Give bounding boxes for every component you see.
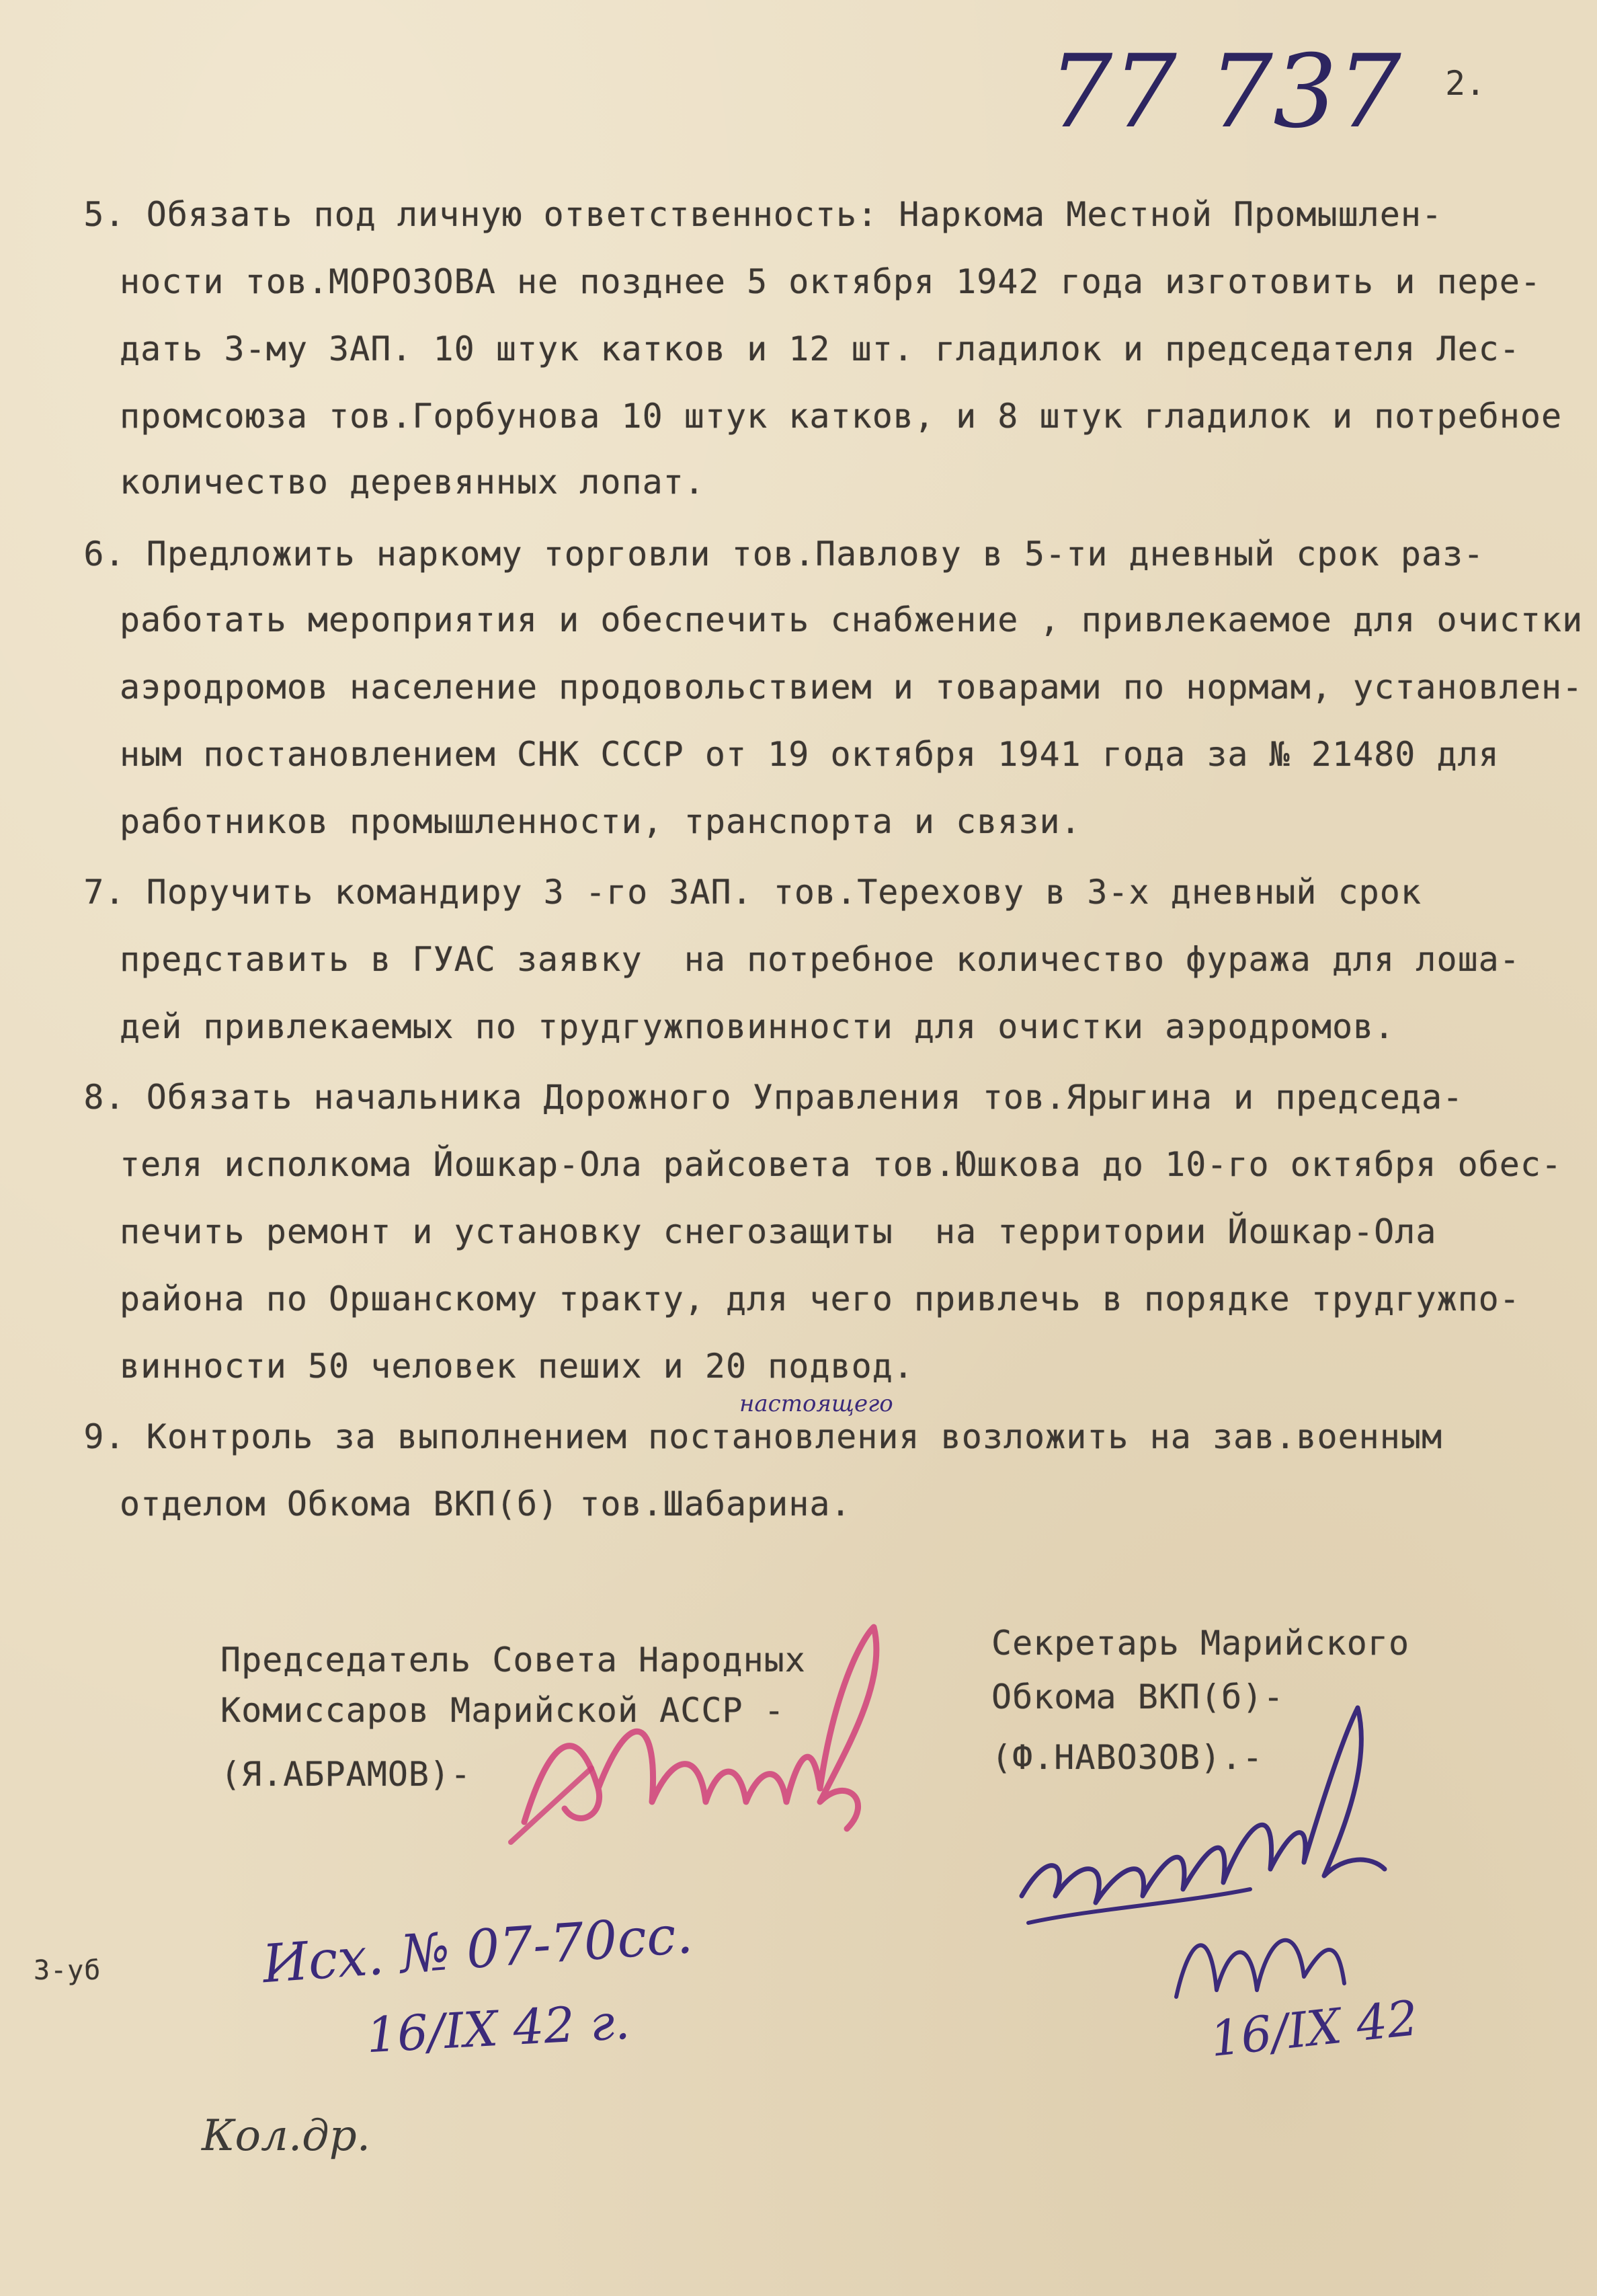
document-code: 3-уб xyxy=(34,1955,101,1986)
signatory-title: Председатель Совета Народных xyxy=(220,1640,806,1679)
text-line: представить в ГУАС заявку на потребное количество фуража для лоша- xyxy=(120,940,1520,979)
text-line: 7. Поручить командиру 3 -го ЗАП. тов.Терехову в 3-х дневный срок xyxy=(0,873,1422,912)
text-line: ным постановлением СНК СССР от 19 октября 1941 года за № 21480 для xyxy=(120,735,1500,774)
signatory-title: Обкома ВКП(б)- xyxy=(991,1677,1284,1716)
text-line: 6. Предложить наркому торговли тов.Павлову в 5-ти дневный срок раз- xyxy=(0,535,1485,573)
handwritten-note: Кол.др. xyxy=(202,2111,371,2161)
signatory-name: (Я.АБРАМОВ)- xyxy=(220,1755,472,1794)
text-line: теля исполкома Йошкар-Ола райсовета тов.Юшкова до 10-го октября обес- xyxy=(120,1145,1563,1184)
archive-number: 77 737 xyxy=(1049,34,1401,151)
text-line: района по Оршанскому тракту, для чего привлечь в порядке трудгужпо- xyxy=(120,1279,1520,1318)
page-number: 2. xyxy=(1445,64,1486,103)
text-line: количество деревянных лопат. xyxy=(120,463,705,502)
signatory-name: (Ф.НАВОЗОВ).- xyxy=(991,1738,1264,1777)
text-line: аэродромов население продовольствием и товарами по нормам, установлен- xyxy=(120,668,1584,707)
text-line: отделом Обкома ВКП(б) тов.Шабарина. xyxy=(120,1485,852,1523)
text-line: ности тов.МОРОЗОВА не позднее 5 октября 1942 года изготовить и пере- xyxy=(120,262,1541,301)
text-line: дать 3-му ЗАП. 10 штук катков и 12 шт. гладилок и председателя Лес- xyxy=(120,329,1520,368)
text-line: промсоюза тов.Горбунова 10 штук катков, и 8 штук гладилок и потребное xyxy=(120,397,1563,436)
outgoing-date: 16/IX 42 г. xyxy=(365,1993,632,2064)
handwritten-insertion: настоящего xyxy=(739,1390,893,1417)
text-line: 5. Обязать под личную ответственность: Наркома Местной Промышлен- xyxy=(0,195,1443,234)
signature-date: 16/IX 42 xyxy=(1207,1989,1421,2067)
outgoing-number: Исх. № 07-70сс. xyxy=(260,1904,695,1995)
text-line: 9. Контроль за выполнением постановления возложить на зав.военным xyxy=(0,1417,1443,1456)
red-signature xyxy=(497,1600,928,1883)
text-line: 8. Обязать начальника Дорожного Управления тов.Ярыгина и председа- xyxy=(0,1078,1464,1117)
text-line: винности 50 человек пеших и 20 подвод. xyxy=(120,1347,914,1386)
text-line: печить ремонт и установку снегозащиты на территории Йошкар-Ола xyxy=(120,1212,1437,1251)
text-line: дей привлекаемых по трудгужповинности для очистки аэродромов. xyxy=(120,1007,1395,1046)
text-line: работников промышленности, транспорта и связи. xyxy=(120,802,1081,841)
signatory-title: Секретарь Марийского xyxy=(991,1624,1410,1663)
text-line: работать мероприятия и обеспечить снабжение , привлекаемое для очистки xyxy=(120,600,1584,639)
signatory-title: Комиссаров Марийской АССР - xyxy=(220,1691,785,1730)
